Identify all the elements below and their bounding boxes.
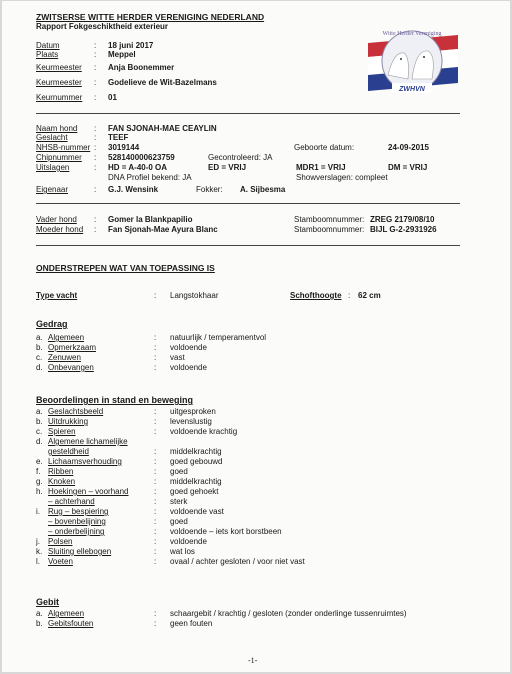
criteria-row <box>36 477 466 487</box>
colon: : <box>154 609 157 618</box>
criteria-letter: d. <box>36 363 43 372</box>
criteria-row <box>36 437 466 447</box>
criteria-row <box>36 353 466 363</box>
criteria-label: Spieren <box>48 427 76 436</box>
colon: : <box>154 619 157 628</box>
criteria-row <box>36 343 466 353</box>
criteria-letter: h. <box>36 487 43 496</box>
criteria-label: Hoekingen – voorhand <box>48 487 129 496</box>
criteria-value: vast <box>170 353 185 362</box>
colon: : <box>154 447 157 456</box>
criteria-label: Opmerkzaam <box>48 343 97 352</box>
meta-row: Plaats : Meppel <box>36 50 136 59</box>
criteria-label: Zenuwen <box>48 353 81 362</box>
criteria-label: Sluiting ellebogen <box>48 547 112 556</box>
criteria-letter: d. <box>36 437 43 446</box>
criteria-label: Onbevangen <box>48 363 94 372</box>
criteria-value: ovaal / achter gesloten / voor niet vast <box>170 557 305 566</box>
report-page <box>2 1 510 672</box>
colon: : <box>154 467 157 476</box>
criteria-label: gesteldheid <box>48 447 89 456</box>
criteria-letter: a. <box>36 609 43 618</box>
dog-nhsb-row: NHSB-nummer : 3019144 Geboorte datum: 24-09-2015 <box>36 143 429 152</box>
dog-name-row: Naam hond : FAN SJONAH-MAE CEAYLIN <box>36 124 217 133</box>
criteria-row <box>36 497 466 507</box>
criteria-value: voldoende <box>170 363 207 372</box>
criteria-row <box>36 407 466 417</box>
criteria-letter: a. <box>36 333 43 342</box>
criteria-label: Algemeen <box>48 333 85 342</box>
criteria-label: Lichaamsverhouding <box>48 457 122 466</box>
criteria-letter: j. <box>36 537 40 546</box>
colon: : <box>154 333 157 342</box>
father-row: Vader hond : Gomer la Blankpapilio Stamboomnummer: ZREG 2179/08/10 <box>36 215 435 224</box>
criteria-letter: a. <box>36 407 43 416</box>
colon: : <box>154 477 157 486</box>
dog-profile-row: DNA Profiel bekend: JA Showverslagen: compleet <box>108 173 388 182</box>
criteria-row <box>36 517 466 527</box>
criteria-row <box>36 537 466 547</box>
criteria-label: – achterhand <box>48 497 95 506</box>
dog-sex-row: Geslacht : TEEF <box>36 133 129 142</box>
colon: : <box>154 427 157 436</box>
criteria-value: voldoende <box>170 343 207 352</box>
colon: : <box>154 363 157 372</box>
criteria-row <box>36 417 466 427</box>
criteria-value: sterk <box>170 497 188 506</box>
criteria-value: goed gebouwd <box>170 457 223 466</box>
divider <box>36 113 460 114</box>
criteria-value: geen fouten <box>170 619 213 628</box>
colon: : <box>154 537 157 546</box>
criteria-label: Algemeen <box>48 609 85 618</box>
criteria-label: Uitdrukking <box>48 417 89 426</box>
meta-row: Keurmeester : Godelieve de Wit-Bazelmans <box>36 78 217 87</box>
criteria-letter: b. <box>36 417 43 426</box>
criteria-label: Polsen <box>48 537 73 546</box>
colon: : <box>154 487 157 496</box>
criteria-row <box>36 333 466 343</box>
divider <box>36 245 460 246</box>
criteria-value: voldoende krachtig <box>170 427 238 436</box>
underline-instruction: ONDERSTREPEN WAT VAN TOEPASSING IS <box>36 263 215 273</box>
mother-row: Moeder hond : Fan Sjonah-Mae Ayura Blanc Stamboomnummer: BIJL G-2-2931926 <box>36 225 437 234</box>
criteria-letter: g. <box>36 477 43 486</box>
colon: : <box>154 527 157 536</box>
criteria-row <box>36 487 466 497</box>
criteria-value: uitgesproken <box>170 407 216 416</box>
meta-row: Keurmeester : Anja Boonemmer <box>36 63 175 72</box>
criteria-value: schaargebit / krachtig / gesloten (zonder onderlinge tussenruimtes) <box>170 609 407 618</box>
criteria-row <box>36 447 466 457</box>
criteria-letter: k. <box>36 547 43 556</box>
colon: : <box>154 407 157 416</box>
report-subtitle: Rapport Fokgeschiktheid exterieur <box>36 22 169 31</box>
criteria-label: Geslachtsbeeld <box>48 407 104 416</box>
dog-results-row: Uitslagen : HD = A-40-0 OA ED = VRIJ MDR1 = VRIJ DM = VRIJ <box>36 163 428 172</box>
colon: : <box>154 457 157 466</box>
section-title-gedrag: Gedrag <box>36 319 68 329</box>
criteria-label: Voeten <box>48 557 73 566</box>
colon: : <box>154 417 157 426</box>
criteria-row <box>36 609 466 619</box>
meta-row: Datum : 18 juni 2017 <box>36 41 154 50</box>
dog-chip-row: Chipnummer : 528140000623759 Gecontroleerd: JA <box>36 153 273 162</box>
criteria-label: Rug – bespiering <box>48 507 109 516</box>
section-title-gebit: Gebit <box>36 597 60 607</box>
criteria-letter: b. <box>36 343 43 352</box>
criteria-row <box>36 619 466 629</box>
criteria-letter: b. <box>36 619 43 628</box>
criteria-row <box>36 527 466 537</box>
meta-row: Keurnummer : 01 <box>36 93 117 102</box>
logo-text: ZWHVN <box>399 86 425 93</box>
criteria-letter: e. <box>36 457 43 466</box>
divider <box>36 203 460 204</box>
criteria-value: voldoende vast <box>170 507 224 516</box>
colon: : <box>154 507 157 516</box>
section-title-beoordeling: Beoordelingen in stand en beweging <box>36 395 194 405</box>
criteria-label: – onderbelijning <box>48 527 105 536</box>
colon: : <box>154 547 157 556</box>
criteria-value: middelkrachtig <box>170 447 222 456</box>
criteria-value: voldoende <box>170 537 207 546</box>
criteria-letter: l. <box>36 557 40 566</box>
criteria-letter: f. <box>36 467 41 476</box>
criteria-row <box>36 467 466 477</box>
org-title: ZWITSERSE WITTE HERDER VERENIGING NEDERLAND <box>36 12 265 22</box>
criteria-row <box>36 507 466 517</box>
colon: : <box>154 517 157 526</box>
colon: : <box>154 557 157 566</box>
criteria-value: goed <box>170 467 188 476</box>
criteria-value: wat los <box>170 547 195 556</box>
criteria-row <box>36 557 466 567</box>
criteria-value: goed gehoekt <box>170 487 219 496</box>
criteria-row <box>36 363 466 373</box>
criteria-label: Gebitsfouten <box>48 619 94 628</box>
criteria-label: Knoken <box>48 477 76 486</box>
criteria-letter: c. <box>36 427 43 436</box>
criteria-label: – bovenbelijning <box>48 517 106 526</box>
criteria-value: natuurlijk / temperamentvol <box>170 333 267 342</box>
colon: : <box>154 343 157 352</box>
logo-arc-text: Witte Herder Vereniging <box>382 31 442 37</box>
criteria-row <box>36 547 466 557</box>
colon: : <box>154 353 157 362</box>
colon: : <box>154 497 157 506</box>
criteria-label: Algemene lichamelijke <box>48 437 128 446</box>
criteria-value: middelkrachtig <box>170 477 222 486</box>
coat-row: Type vacht : Langstokhaar Schofthoogte : 62 cm <box>36 291 381 300</box>
criteria-row <box>36 457 466 467</box>
page-number: -1- <box>248 656 258 665</box>
criteria-letter: i. <box>36 507 40 516</box>
criteria-row <box>36 427 466 437</box>
criteria-letter: c. <box>36 353 43 362</box>
dog-owner-row: Eigenaar : G.J. Wensink Fokker: A. Sijbesma <box>36 185 286 194</box>
criteria-value: levenslustig <box>170 417 212 426</box>
criteria-value: voldoende – iets kort borstbeen <box>170 527 282 536</box>
criteria-value: goed <box>170 517 188 526</box>
criteria-label: Ribben <box>48 467 74 476</box>
